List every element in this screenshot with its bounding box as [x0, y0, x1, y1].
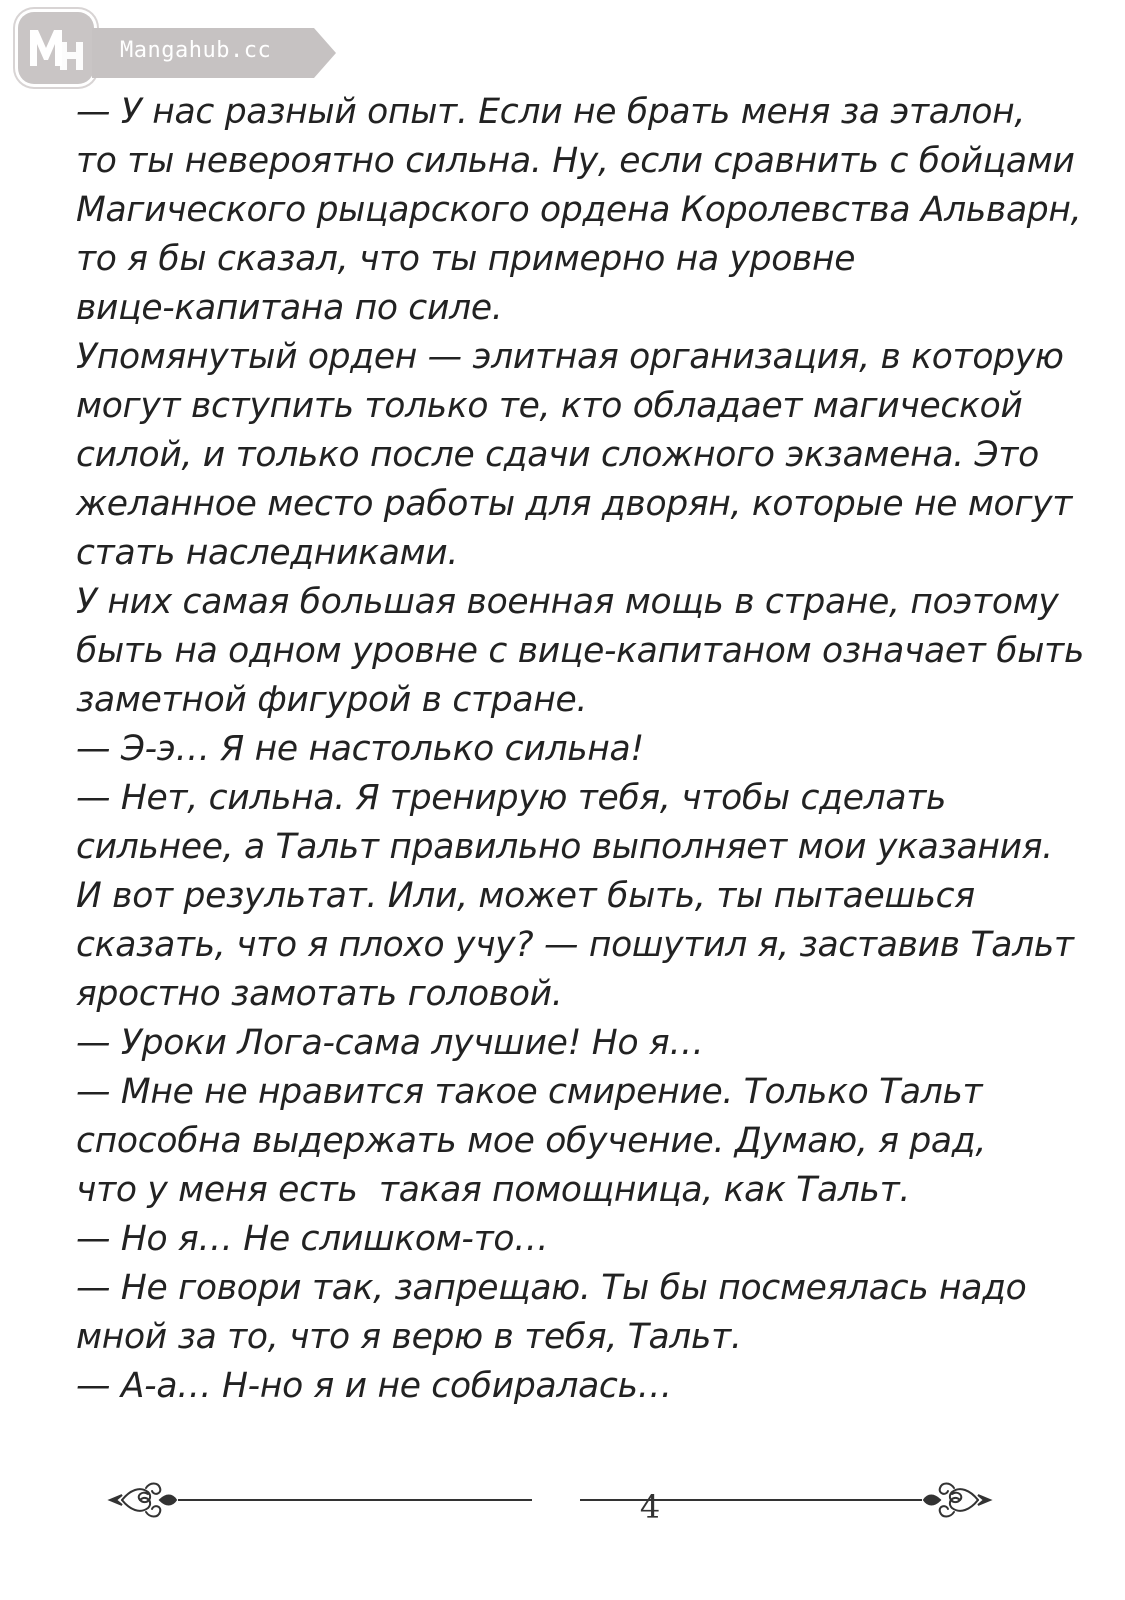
text-line: — Не говори так, запрещаю. Ты бы посмеялась надо [76, 1268, 1027, 1308]
text-line: быть на одном уровне с вице-капитаном означает быть [76, 631, 1085, 671]
text-line: вице-капитана по силе. [76, 288, 503, 328]
text-body [76, 88, 1085, 1411]
text-line: мной за то, что я верю в тебя, Тальт. [76, 1317, 742, 1357]
text-line: желанное место работы для дворян, которые не могут [76, 484, 1073, 524]
watermark [10, 8, 336, 80]
text-line: могут вступить только те, кто обладает магической [76, 386, 1023, 426]
text-line: — Э-э… Я не настолько сильна! [76, 729, 644, 769]
page-footer [100, 1478, 1000, 1538]
text-line: яростно замотать головой. [76, 974, 563, 1014]
text-line: силой, и только после сдачи сложного экзамена. Это [76, 435, 1039, 475]
page-number: 4 [639, 1488, 661, 1526]
text-line: — У нас разный опыт. Если не брать меня за эталон, [76, 92, 1026, 132]
footer-ornament [100, 1478, 1000, 1538]
text-line: Упомянутый орден — элитная организация, в которую [76, 337, 1064, 377]
text-line: сказать, что я плохо учу? — пошутил я, заставив Тальт [76, 925, 1074, 965]
text-line: стать наследниками. [76, 533, 459, 573]
text-line: то ты невероятно сильна. Ну, если сравнить с бойцами [76, 141, 1075, 181]
text-line: — Уроки Лога-сама лучшие! Но я… [76, 1023, 704, 1063]
text-line: сильнее, а Тальт правильно выполняет мои указания. [76, 827, 1053, 867]
right-flourish-icon [924, 1484, 990, 1517]
text-line: У них самая большая военная мощь в стране, поэтому [76, 582, 1059, 622]
left-flourish-icon [110, 1484, 176, 1517]
site-name: Mangahub.cc [120, 38, 272, 63]
text-line: — Нет, сильна. Я тренирую тебя, чтобы сделать [76, 778, 947, 818]
text-line: заметной фигурой в стране. [76, 680, 588, 720]
text-line: — Мне не нравится такое смирение. Только Тальт [76, 1072, 983, 1112]
site-logo [18, 12, 94, 84]
text-line: способна выдержать мое обучение. Думаю, я рад, [76, 1121, 986, 1161]
text-line: — А-а… Н-но я и не собиралась… [76, 1366, 672, 1406]
text-line: И вот результат. Или, может быть, ты пытаешься [76, 876, 975, 916]
text-line: что у меня есть такая помощница, как Тальт. [76, 1170, 911, 1210]
mh-logo-icon [26, 22, 86, 74]
text-line: — Но я… Не слишком-то… [76, 1219, 549, 1259]
text-line: Магического рыцарского ордена Королевства Альварн, [76, 190, 1082, 230]
text-line: то я бы сказал, что ты примерно на уровне [76, 239, 856, 279]
